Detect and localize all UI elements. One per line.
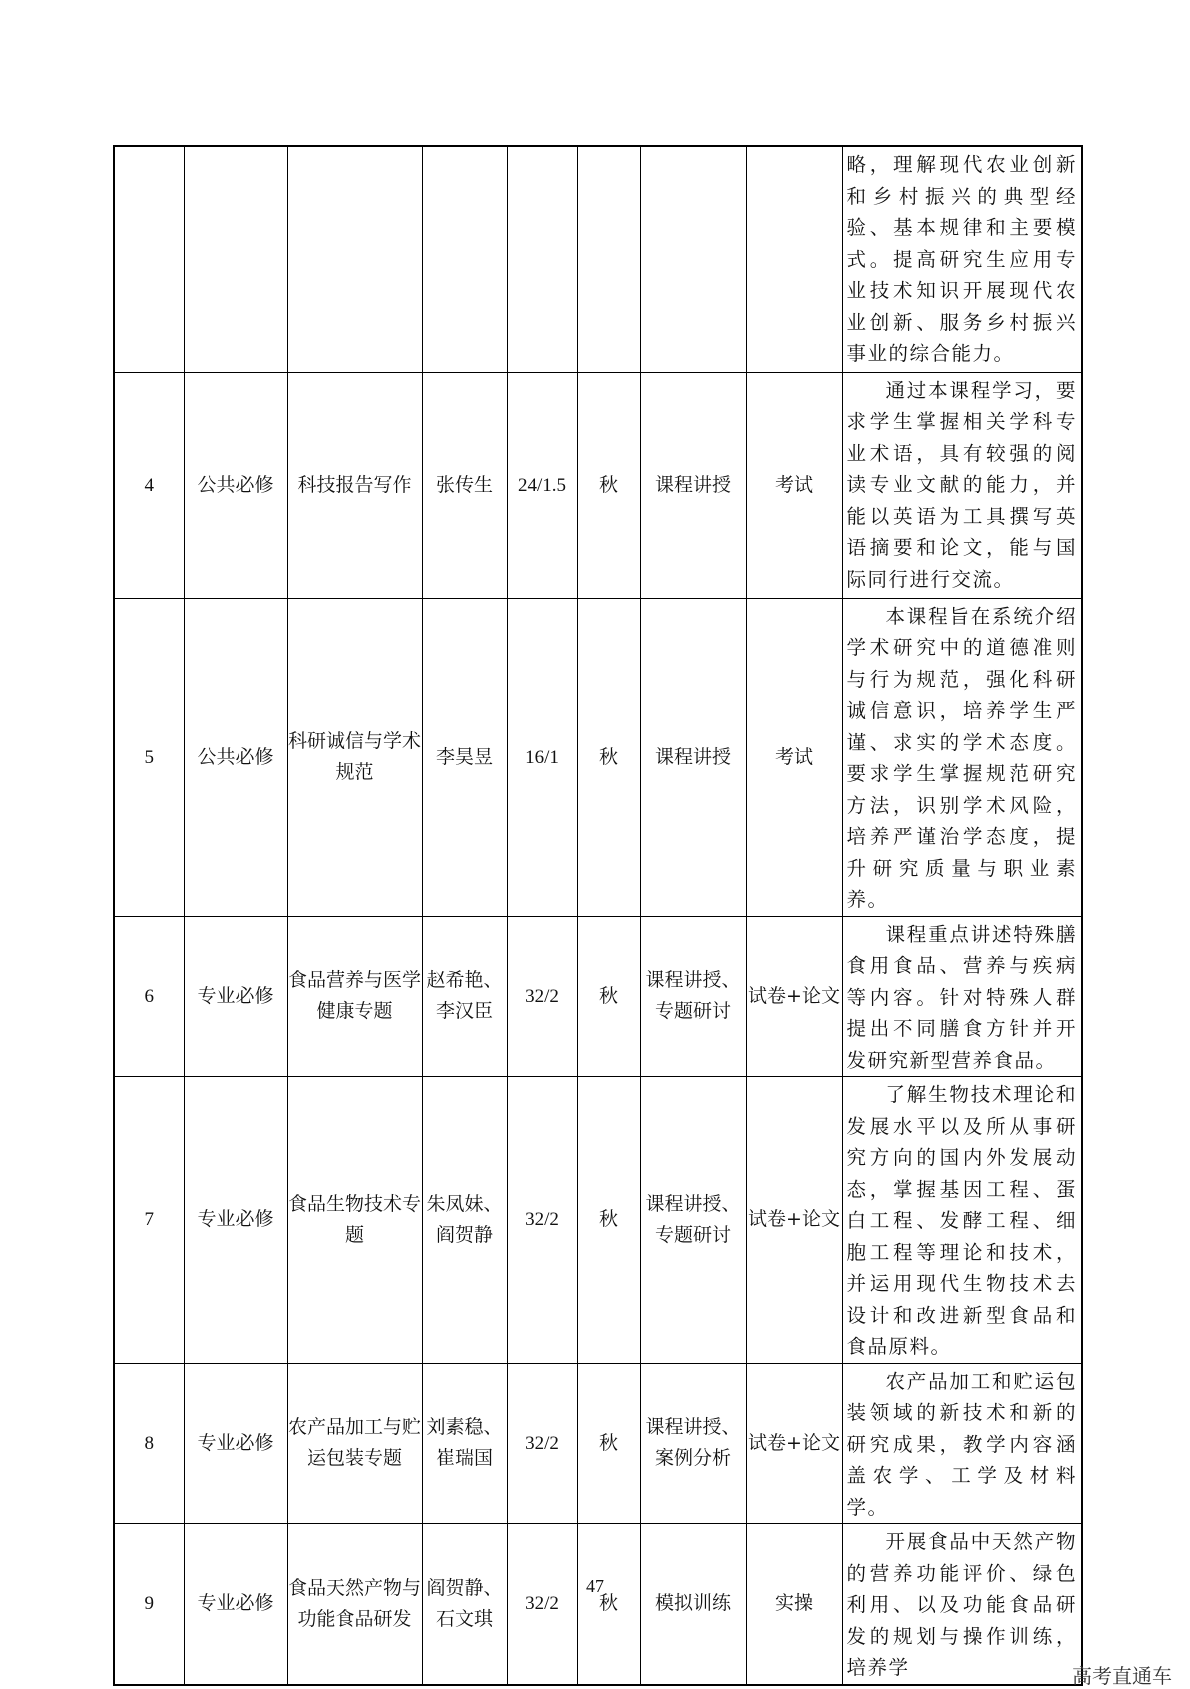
term: 秋 <box>577 1077 640 1364</box>
course-type: 专业必修 <box>184 1077 287 1364</box>
row-number: 5 <box>114 598 184 916</box>
teacher: 张传生 <box>422 372 507 598</box>
description-text: 本课程旨在系统介绍学术研究中的道德准则与行为规范，强化科研诚信意识，培养学生严谨、求实的学术态度。要求学生掌握规范研究方法，识别学术风险，培养严谨治学态度，提升研究质量与职业素养。 <box>846 604 1077 911</box>
teaching-method: 课程讲授 <box>640 372 746 598</box>
table-row <box>114 1077 1082 1364</box>
row-number <box>114 146 184 372</box>
course-name: 食品生物技术专题 <box>287 1077 422 1364</box>
course-description <box>842 916 1082 1077</box>
teaching-method: 模拟训练 <box>640 1524 746 1685</box>
hours-credits: 24/1.5 <box>507 372 577 598</box>
course-name: 食品营养与医学健康专题 <box>287 916 422 1077</box>
course-description <box>842 372 1082 598</box>
course-description <box>842 1363 1082 1524</box>
teaching-method: 课程讲授、专题研讨 <box>640 1077 746 1364</box>
table-row <box>114 916 1082 1077</box>
course-description <box>842 598 1082 916</box>
teaching-method <box>640 146 746 372</box>
teacher: 赵希艳、李汉臣 <box>422 916 507 1077</box>
course-name <box>287 146 422 372</box>
course-name: 科研诚信与学术规范 <box>287 598 422 916</box>
hours-credits: 32/2 <box>507 1077 577 1364</box>
teacher: 刘素稳、崔瑞国 <box>422 1363 507 1524</box>
teaching-method: 课程讲授、专题研讨 <box>640 916 746 1077</box>
hours-credits: 32/2 <box>507 1363 577 1524</box>
term: 秋 <box>577 1363 640 1524</box>
course-description <box>842 146 1082 372</box>
hours-credits: 32/2 <box>507 916 577 1077</box>
teaching-method: 课程讲授 <box>640 598 746 916</box>
teacher: 李昊昱 <box>422 598 507 916</box>
assessment: 考试 <box>746 372 842 598</box>
course-name: 食品天然产物与功能食品研发 <box>287 1524 422 1685</box>
row-number: 4 <box>114 372 184 598</box>
teaching-method: 课程讲授、案例分析 <box>640 1363 746 1524</box>
course-name: 科技报告写作 <box>287 372 422 598</box>
assessment: 实操 <box>746 1524 842 1685</box>
hours-credits <box>507 146 577 372</box>
row-number: 9 <box>114 1524 184 1685</box>
teacher: 阎贺静、石文琪 <box>422 1524 507 1685</box>
row-number: 8 <box>114 1363 184 1524</box>
course-name: 农产品加工与贮运包装专题 <box>287 1363 422 1524</box>
course-type: 专业必修 <box>184 916 287 1077</box>
teacher: 朱凤妹、阎贺静 <box>422 1077 507 1364</box>
term <box>577 146 640 372</box>
description-text: 课程重点讲述特殊膳食用食品、营养与疾病等内容。针对特殊人群提出不同膳食方针并开发研究新型营养食品。 <box>846 922 1077 1072</box>
assessment: 试卷+论文 <box>746 1363 842 1524</box>
term: 秋 <box>577 1524 640 1685</box>
course-description <box>842 1524 1082 1685</box>
table-row <box>114 146 1082 372</box>
description-text: 农产品加工和贮运包装领域的新技术和新的研究成果，教学内容涵盖农学、工学及材料学。 <box>846 1369 1077 1519</box>
course-type: 专业必修 <box>184 1524 287 1685</box>
description-text: 略，理解现代农业创新和乡村振兴的典型经验、基本规律和主要模式。提高研究生应用专业技术知识开展现代农业创新、服务乡村振兴事业的综合能力。 <box>846 153 1077 365</box>
description-text: 了解生物技术理论和发展水平以及所从事研究方向的国内外发展动态，掌握基因工程、蛋白工程、发酵工程、细胞工程等理论和技术，并运用现代生物技术去设计和改进新型食品和食品原料。 <box>846 1083 1077 1358</box>
row-number: 7 <box>114 1077 184 1364</box>
description-text: 开展食品中天然产物的营养功能评价、绿色利用、以及功能食品研发的规划与操作训练，培养学 <box>846 1530 1077 1679</box>
table-row <box>114 372 1082 598</box>
table-row <box>114 1524 1082 1685</box>
watermark: 高考直通车 <box>1072 1664 1172 1688</box>
course-table <box>113 145 1083 1686</box>
row-number: 6 <box>114 916 184 1077</box>
term: 秋 <box>577 598 640 916</box>
page-number: 47 <box>586 1576 604 1596</box>
course-type: 公共必修 <box>184 372 287 598</box>
assessment <box>746 146 842 372</box>
hours-credits: 32/2 <box>507 1524 577 1685</box>
assessment: 试卷+论文 <box>746 916 842 1077</box>
course-type: 专业必修 <box>184 1363 287 1524</box>
course-description <box>842 1077 1082 1364</box>
assessment: 试卷+论文 <box>746 1077 842 1364</box>
table-row <box>114 1363 1082 1524</box>
course-type <box>184 146 287 372</box>
term: 秋 <box>577 372 640 598</box>
term: 秋 <box>577 916 640 1077</box>
table-row <box>114 598 1082 916</box>
description-text: 通过本课程学习，要求学生掌握相关学科专业术语，具有较强的阅读专业文献的能力，并能以英语为工具撰写英语摘要和论文，能与国际同行进行交流。 <box>846 378 1077 591</box>
teacher <box>422 146 507 372</box>
assessment: 考试 <box>746 598 842 916</box>
hours-credits: 16/1 <box>507 598 577 916</box>
course-type: 公共必修 <box>184 598 287 916</box>
